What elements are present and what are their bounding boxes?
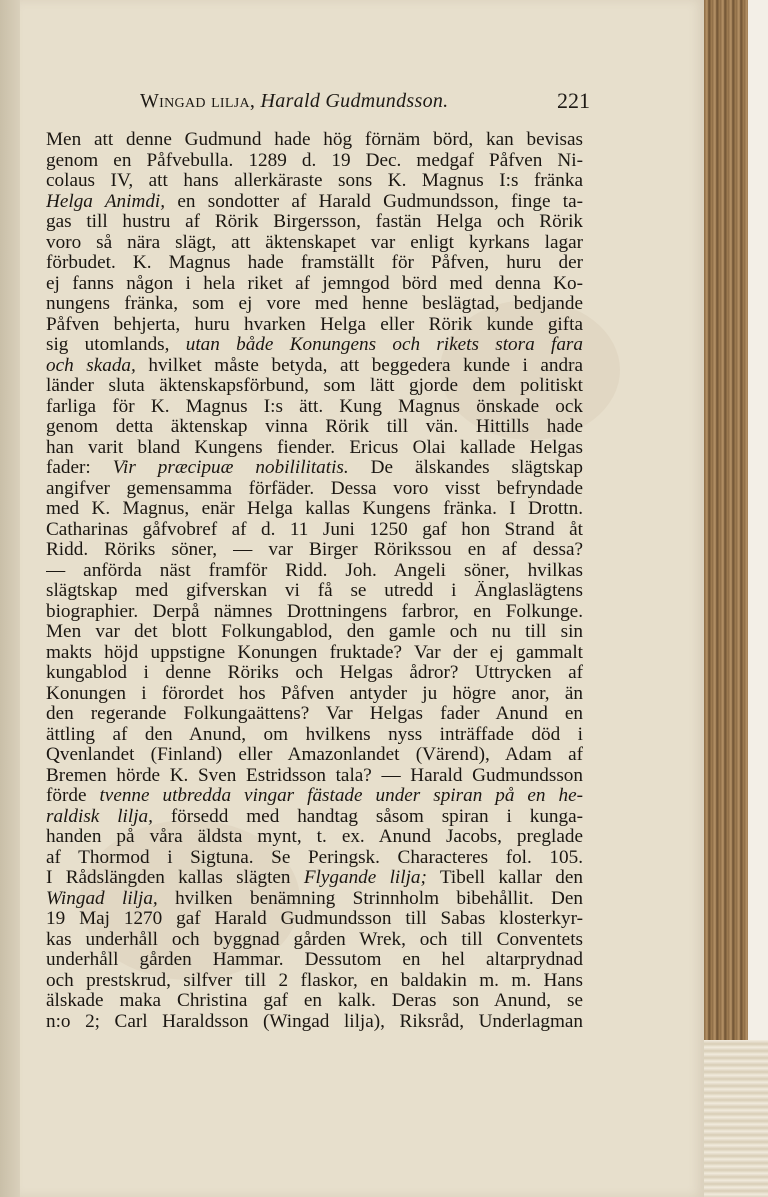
text-segment: en sondotter af Harald Gudmundsson, finge ta-	[165, 191, 583, 212]
italic-segment: Flygande lilja;	[303, 868, 427, 888]
text-segment: Konungen i förordet hos Påfven antyder ju högre anor, än	[46, 683, 583, 704]
text-line	[46, 294, 583, 315]
text-segment: Påfven behjerta, huru hvarken Helga eller Rörik kunde gifta	[46, 314, 583, 335]
page-edges-right	[704, 0, 748, 1197]
text-line	[46, 643, 583, 664]
text-segment: Bremen hörde K. Sven Estridsson tala? — Harald Gudmundsson	[46, 765, 583, 786]
text-line	[46, 766, 583, 787]
text-segment: Catharinas gåfvobref af d. 11 Juni 1250 gaf hon Strand åt	[46, 519, 583, 540]
text-line	[46, 807, 583, 828]
italic-segment: raldisk lilja,	[46, 806, 153, 827]
text-segment: n:o 2; Carl Haraldsson (Wingad lilja), Riksråd, Underlagman	[46, 1011, 583, 1032]
text-line	[46, 581, 583, 602]
text-segment: underhåll gården Hammar. Dessutom en hel altarprydnad	[46, 950, 583, 970]
text-segment: älskade maka Christina gaf en kalk. Deras son Anund, se	[46, 991, 583, 1011]
text-line	[46, 561, 583, 582]
text-segment: voro så nära slägt, att äktenskapet var enligt kyrkans lagar	[46, 232, 583, 253]
text-segment: biographier. Derpå nämnes Drottningens farbror, en Folkunge.	[46, 601, 583, 622]
text-line	[46, 274, 583, 295]
text-segment: De älskandes slägtskap	[348, 458, 583, 478]
text-segment: förde	[46, 786, 100, 806]
page-number: 221	[557, 88, 590, 113]
text-line	[46, 1012, 583, 1033]
text-segment: han varit bland Kungens fiender. Ericus Olai kallade Helgas	[46, 437, 583, 458]
text-segment: hvilken benämning Strinnholm bibehållit. Den	[157, 888, 583, 909]
text-segment: den regerande Folkungaättens? Var Helgas fader Anund en	[46, 704, 583, 724]
text-line	[46, 950, 583, 971]
text-segment: Men att denne Gudmund hade hög förnäm börd, kan bevisas	[46, 130, 583, 150]
text-segment: — anförda näst framför Ridd. Joh. Angeli söner, hvilkas	[46, 560, 583, 581]
text-segment: makts höjd uppstigne Konungen fruktade? Var der ej gammalt	[46, 642, 583, 663]
text-line	[46, 725, 583, 746]
text-segment: nungens fränka, som ej vore med henne beslägtad, bedjande	[46, 294, 583, 314]
page-edges-bottom	[704, 1040, 768, 1197]
text-line	[46, 376, 583, 397]
text-segment: med K. Magnus, enär Helga kallas Kungens fränka. I Drottn.	[46, 499, 583, 519]
text-line	[46, 602, 583, 623]
text-line	[46, 192, 583, 213]
text-line	[46, 397, 583, 418]
text-line	[46, 315, 583, 336]
italic-segment: Helga Animdi,	[46, 191, 166, 212]
text-segment: kungablod i denne Röriks och Helgas ådror? Uttrycken af	[46, 663, 583, 683]
text-segment: Tibell kallar den	[426, 868, 583, 888]
text-line	[46, 253, 583, 274]
text-line	[46, 233, 583, 254]
text-segment: Men var det blott Folkungablod, den gamle och nu till sin	[46, 622, 583, 642]
italic-segment: Wingad lilja,	[46, 888, 158, 909]
text-line	[46, 499, 583, 520]
text-segment: colaus IV, att hans allerkäraste sons K. Magnus I:s fränka	[46, 171, 583, 191]
italic-segment: tvenne utbredda vingar fästade under spiran på en he-	[99, 786, 583, 806]
text-segment: kas underhåll och byggnad gården Wrek, och till Conventets	[46, 929, 583, 950]
text-line	[46, 991, 583, 1012]
text-line	[46, 868, 583, 889]
text-segment: slägtskap med gifverskan vi få se utredd i Änglaslägtens	[46, 581, 583, 601]
text-segment: fader:	[46, 458, 113, 478]
text-line	[46, 520, 583, 541]
text-segment: gas till hustru af Rörik Birgersson, fastän Helga och Rörik	[46, 212, 583, 232]
background-margin	[748, 0, 768, 1040]
text-line	[46, 663, 583, 684]
running-title-name: Harald Gudmundsson.	[260, 90, 449, 112]
body-text	[46, 130, 583, 1032]
text-segment: handen på våra äldsta mynt, t. ex. Anund Jacobs, preglade	[46, 827, 583, 847]
text-line	[46, 151, 583, 172]
text-line	[46, 704, 583, 725]
italic-segment: utan både Konungens och rikets stora fara	[185, 335, 583, 355]
text-line	[46, 745, 583, 766]
text-line	[46, 130, 583, 151]
text-segment: Qvenlandet (Finland) eller Amazonlandet (Värend), Adam af	[46, 745, 583, 765]
text-line	[46, 684, 583, 705]
text-line	[46, 417, 583, 438]
text-segment: farliga för K. Magnus I:s ätt. Kung Magnus önskade ock	[46, 396, 583, 417]
italic-segment: och skada,	[46, 355, 136, 376]
italic-segment: Vir præcipuæ nobililitatis.	[112, 458, 349, 478]
text-segment: 19 Maj 1270 gaf Harald Gudmundsson till Sabas klosterkyr-	[46, 909, 583, 929]
text-segment: förbudet. K. Magnus hade framställt för Påfven, huru der	[46, 253, 583, 273]
text-segment: af Thormod i Sigtuna. Se Peringsk. Characteres fol. 105.	[46, 847, 583, 868]
text-segment: länder sluta äktenskapsförbund, som lätt gjorde dem politiskt	[46, 376, 583, 396]
text-segment: försedd med handtag såsom spiran i kunga-	[152, 806, 583, 827]
text-line	[46, 171, 583, 192]
text-line	[46, 827, 583, 848]
text-segment: Ridd. Röriks söner, — var Birger Rörikssou en af dessa?	[46, 540, 583, 560]
text-line	[46, 848, 583, 869]
text-line	[46, 479, 583, 500]
text-line	[46, 622, 583, 643]
text-line	[46, 212, 583, 233]
text-line	[46, 356, 583, 377]
running-title: Wingad lilja, Harald Gudmundsson.	[140, 90, 449, 112]
text-line	[46, 540, 583, 561]
text-line	[46, 909, 583, 930]
text-segment: genom en Påfvebulla. 1289 d. 19 Dec. medgaf Påfven Ni-	[46, 150, 583, 171]
text-segment: och prestskrud, silfver till 2 flaskor, en baldakin m. m. Hans	[46, 970, 583, 991]
text-segment: hvilket måste betyda, att beggedera kunde i andra	[135, 355, 583, 376]
text-line	[46, 930, 583, 951]
text-segment: ättling af den Anund, om hvilkens nyss inträffade död i	[46, 724, 583, 745]
running-header	[140, 88, 590, 116]
text-line	[46, 438, 583, 459]
text-line	[46, 458, 583, 479]
text-segment: I Rådslängden kallas slägten	[46, 868, 304, 888]
text-segment: genom detta äktenskap vinna Rörik till vän. Hittills hade	[46, 417, 583, 437]
text-line	[46, 786, 583, 807]
text-segment: ej fanns någon i hela riket af jemngod börd med denna Ko-	[46, 273, 583, 294]
text-line	[46, 971, 583, 992]
text-line	[46, 335, 583, 356]
text-segment: angifver gemensamma förfäder. Dessa voro visst befryndade	[46, 478, 583, 499]
text-segment: sig utomlands,	[46, 335, 186, 355]
text-line	[46, 889, 583, 910]
